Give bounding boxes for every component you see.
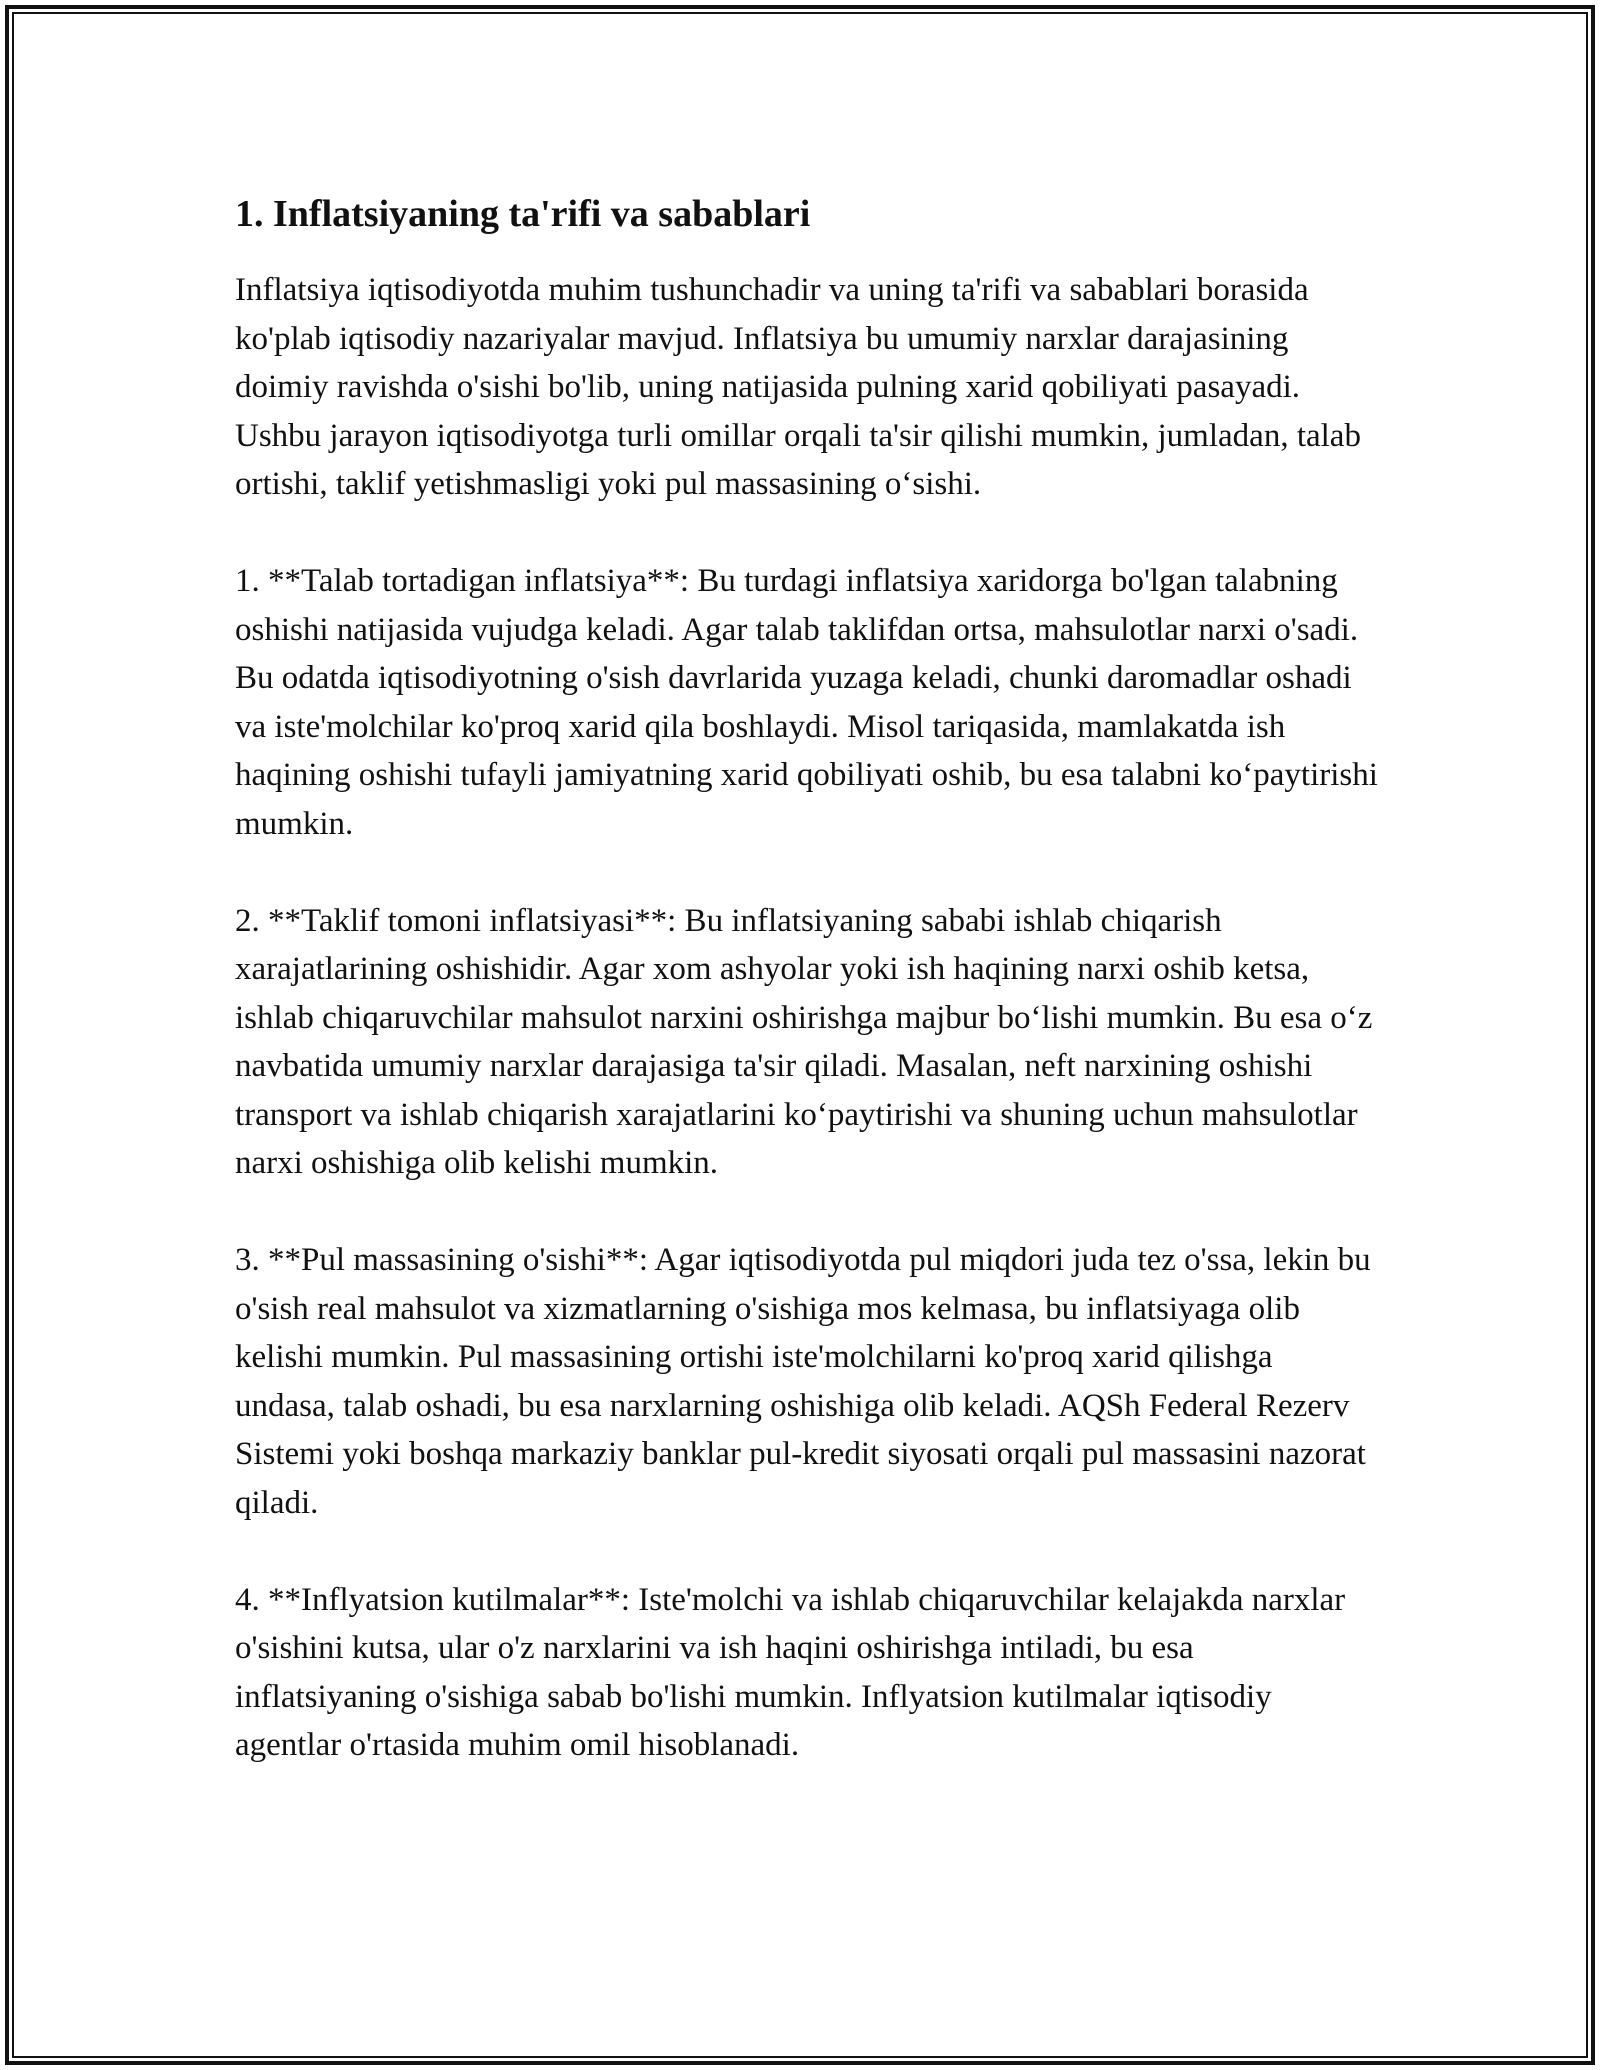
- paragraph-money-supply: 3. **Pul massasining o'sishi**: Agar iqtisodiyotda pul miqdori juda tez o'ssa, lekin bu o'sish real mahsulot va xizmatlarning o'sishiga mos kelmasa, bu inflatsiyaga olib kelishi mumkin. Pul massasining ortishi iste'molchilarni ko'proq xarid qilishga undasa, talab oshadi, bu esa narxlarning oshishiga olib keladi. AQSh Federal Rezerv Sistemi yoki boshqa markaziy banklar pul-kredit siyosati orqali pul massasini nazorat qiladi.: [235, 1242, 1371, 1521]
- paragraph-expectations: 4. **Inflyatsion kutilmalar**: Iste'molchi va ishlab chiqaruvchilar kelajakda narxlar o'sishini kutsa, ular o'z narxlarini va ish haqini oshirishga intiladi, bu esa inflatsiyaning o'sishiga sabab bo'lishi mumkin. Inflyatsion kutilmalar iqtisodiy agentlar o'rtasida muhim omil hisoblanadi.: [235, 1581, 1346, 1763]
- intro-paragraph: Inflatsiya iqtisodiyotda muhim tushunchadir va uning ta'rifi va sabablari borasida ko'plab iqtisodiy nazariyalar mavjud. Inflatsiya bu umumiy narxlar darajasining doimiy ravishda o'sishi bo'lib, uning natijasida pulning xarid qobiliyati pasayadi. Ushbu jarayon iqtisodiyotga turli omillar orqali ta'sir qilishi mumkin, jumladan, talab ortishi, taklif yetishmasligi yoki pul massasining o‘sishi.: [235, 272, 1361, 502]
- paragraph-demand-pull: 1. **Talab tortadigan inflatsiya**: Bu turdagi inflatsiya xaridorga bo'lgan talabning oshishi natijasida vujudga keladi. Agar talab taklifdan ortsa, mahsulotlar narxi o'sadi. Bu odatda iqtisodiyotning o'sish davrlarida yuzaga keladi, chunki daromadlar oshadi va iste'molchilar ko'proq xarid qila boshlaydi. Misol tariqasida, mamlakatda ish haqining oshishi tufayli jamiyatning xarid qobiliyati oshib, bu esa talabni ko‘paytirishi mumkin.: [235, 563, 1378, 842]
- paragraph-cost-push: 2. **Taklif tomoni inflatsiyasi**: Bu inflatsiyaning sababi ishlab chiqarish xarajatlarining oshishidir. Agar xom ashyolar yoki ish haqining narxi oshib ketsa, ishlab chiqaruvchilar mahsulot narxini oshirishga majbur bo‘lishi mumkin. Bu esa o‘z navbatida umumiy narxlar darajasiga ta'sir qiladi. Masalan, neft narxining oshishi transport va ishlab chiqarish xarajatlarini ko‘paytirishi va shuning uchun mahsulotlar narxi oshishiga olib kelishi mumkin.: [235, 902, 1373, 1181]
- document-body: [235, 186, 1385, 1818]
- section-heading: 1. Inflatsiyaning ta'rifi va sabablari: [235, 193, 811, 235]
